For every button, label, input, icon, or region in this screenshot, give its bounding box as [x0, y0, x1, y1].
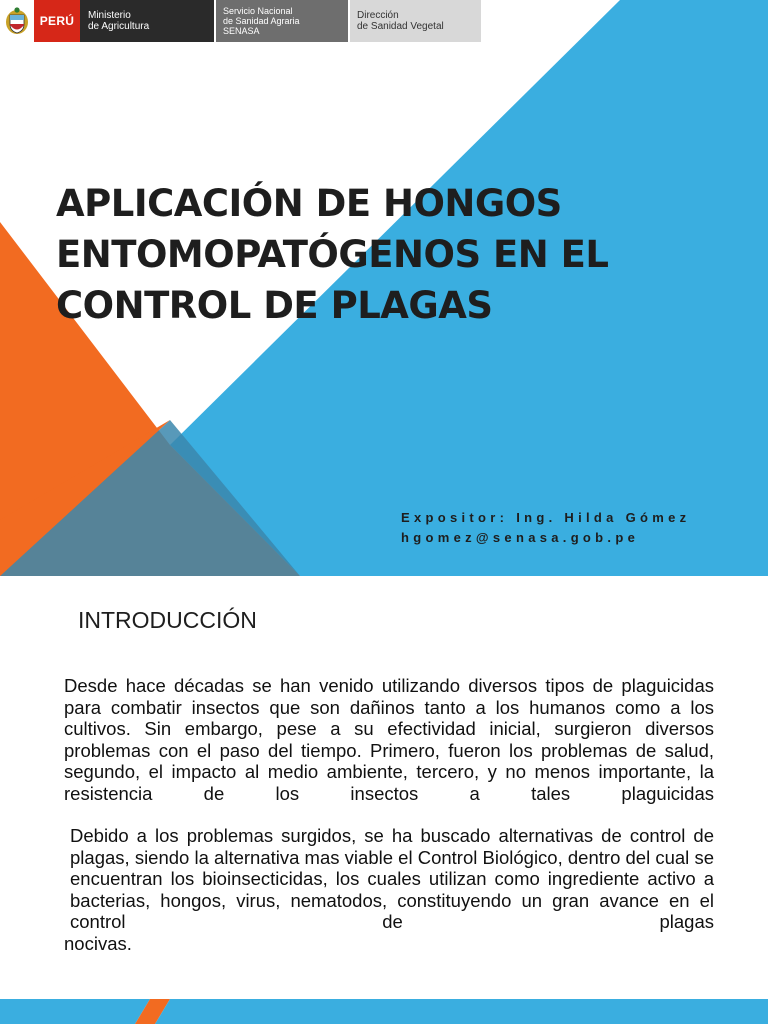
slide-title [56, 178, 696, 331]
bottom-blue-right-shape [155, 999, 768, 1024]
direction-line-1: Dirección [357, 10, 399, 21]
ministry-line-1: Ministerio [88, 10, 131, 21]
direction-label [350, 0, 481, 42]
introduction-slide [0, 576, 768, 1024]
section-heading: INTRODUCCIÓN [78, 607, 257, 633]
presenter-email: hgomez@senasa.gob.pe [401, 530, 640, 545]
introduction-body [64, 675, 714, 954]
senasa-line-2: de Sanidad Agraria [223, 16, 300, 26]
senasa-line-3: SENASA [223, 26, 260, 36]
title-line-3: CONTROL DE PLAGAS [56, 284, 493, 327]
senasa-label [216, 0, 348, 42]
direction-line-2: de Sanidad Vegetal [357, 21, 444, 32]
senasa-line-1: Servicio Nacional [223, 6, 293, 16]
presenter-info [401, 508, 690, 548]
bottom-blue-left-shape [0, 999, 150, 1024]
ministry-line-2: de Agricultura [88, 21, 150, 32]
intro-paragraph-2: Debido a los problemas surgidos, se ha buscado alternativas de control de plagas, siendo la alternativa mas viable el Control Biológico, dentro del cual se encuentran los bioinsecticidas, los cuales utilizan como ingrediente activo a bacterias, hongos, virus, nematodos, constituyendo un gran avance en el control de plagas [70, 825, 714, 932]
bottom-decoration-bar [0, 999, 768, 1024]
institution-logo-bar [0, 0, 481, 42]
peru-label: PERÚ [34, 0, 80, 42]
presenter-name: Expositor: Ing. Hilda Gómez [401, 510, 691, 525]
title-line-2: ENTOMOPATÓGENOS EN EL [56, 233, 609, 276]
intro-paragraph-1: Desde hace décadas se han venido utilizando diversos tipos de plaguicidas para combatir insectos que son dañinos tanto a los humanos como a los cultivos. Sin embargo, pese a su efectividad inicial, surgieron diversos problemas con el paso del tiempo. Primero, fueron los problemas de salud, segundo, el impacto al medio ambiente, tercero, y no menos importante, la resistencia de los insectos a tales plaguicidas [64, 675, 714, 804]
peru-coat-of-arms-icon [0, 0, 34, 42]
ministry-label [80, 0, 214, 42]
intro-paragraph-2-ending: nocivas. [64, 932, 132, 954]
title-line-1: APLICACIÓN DE HONGOS [56, 182, 562, 225]
